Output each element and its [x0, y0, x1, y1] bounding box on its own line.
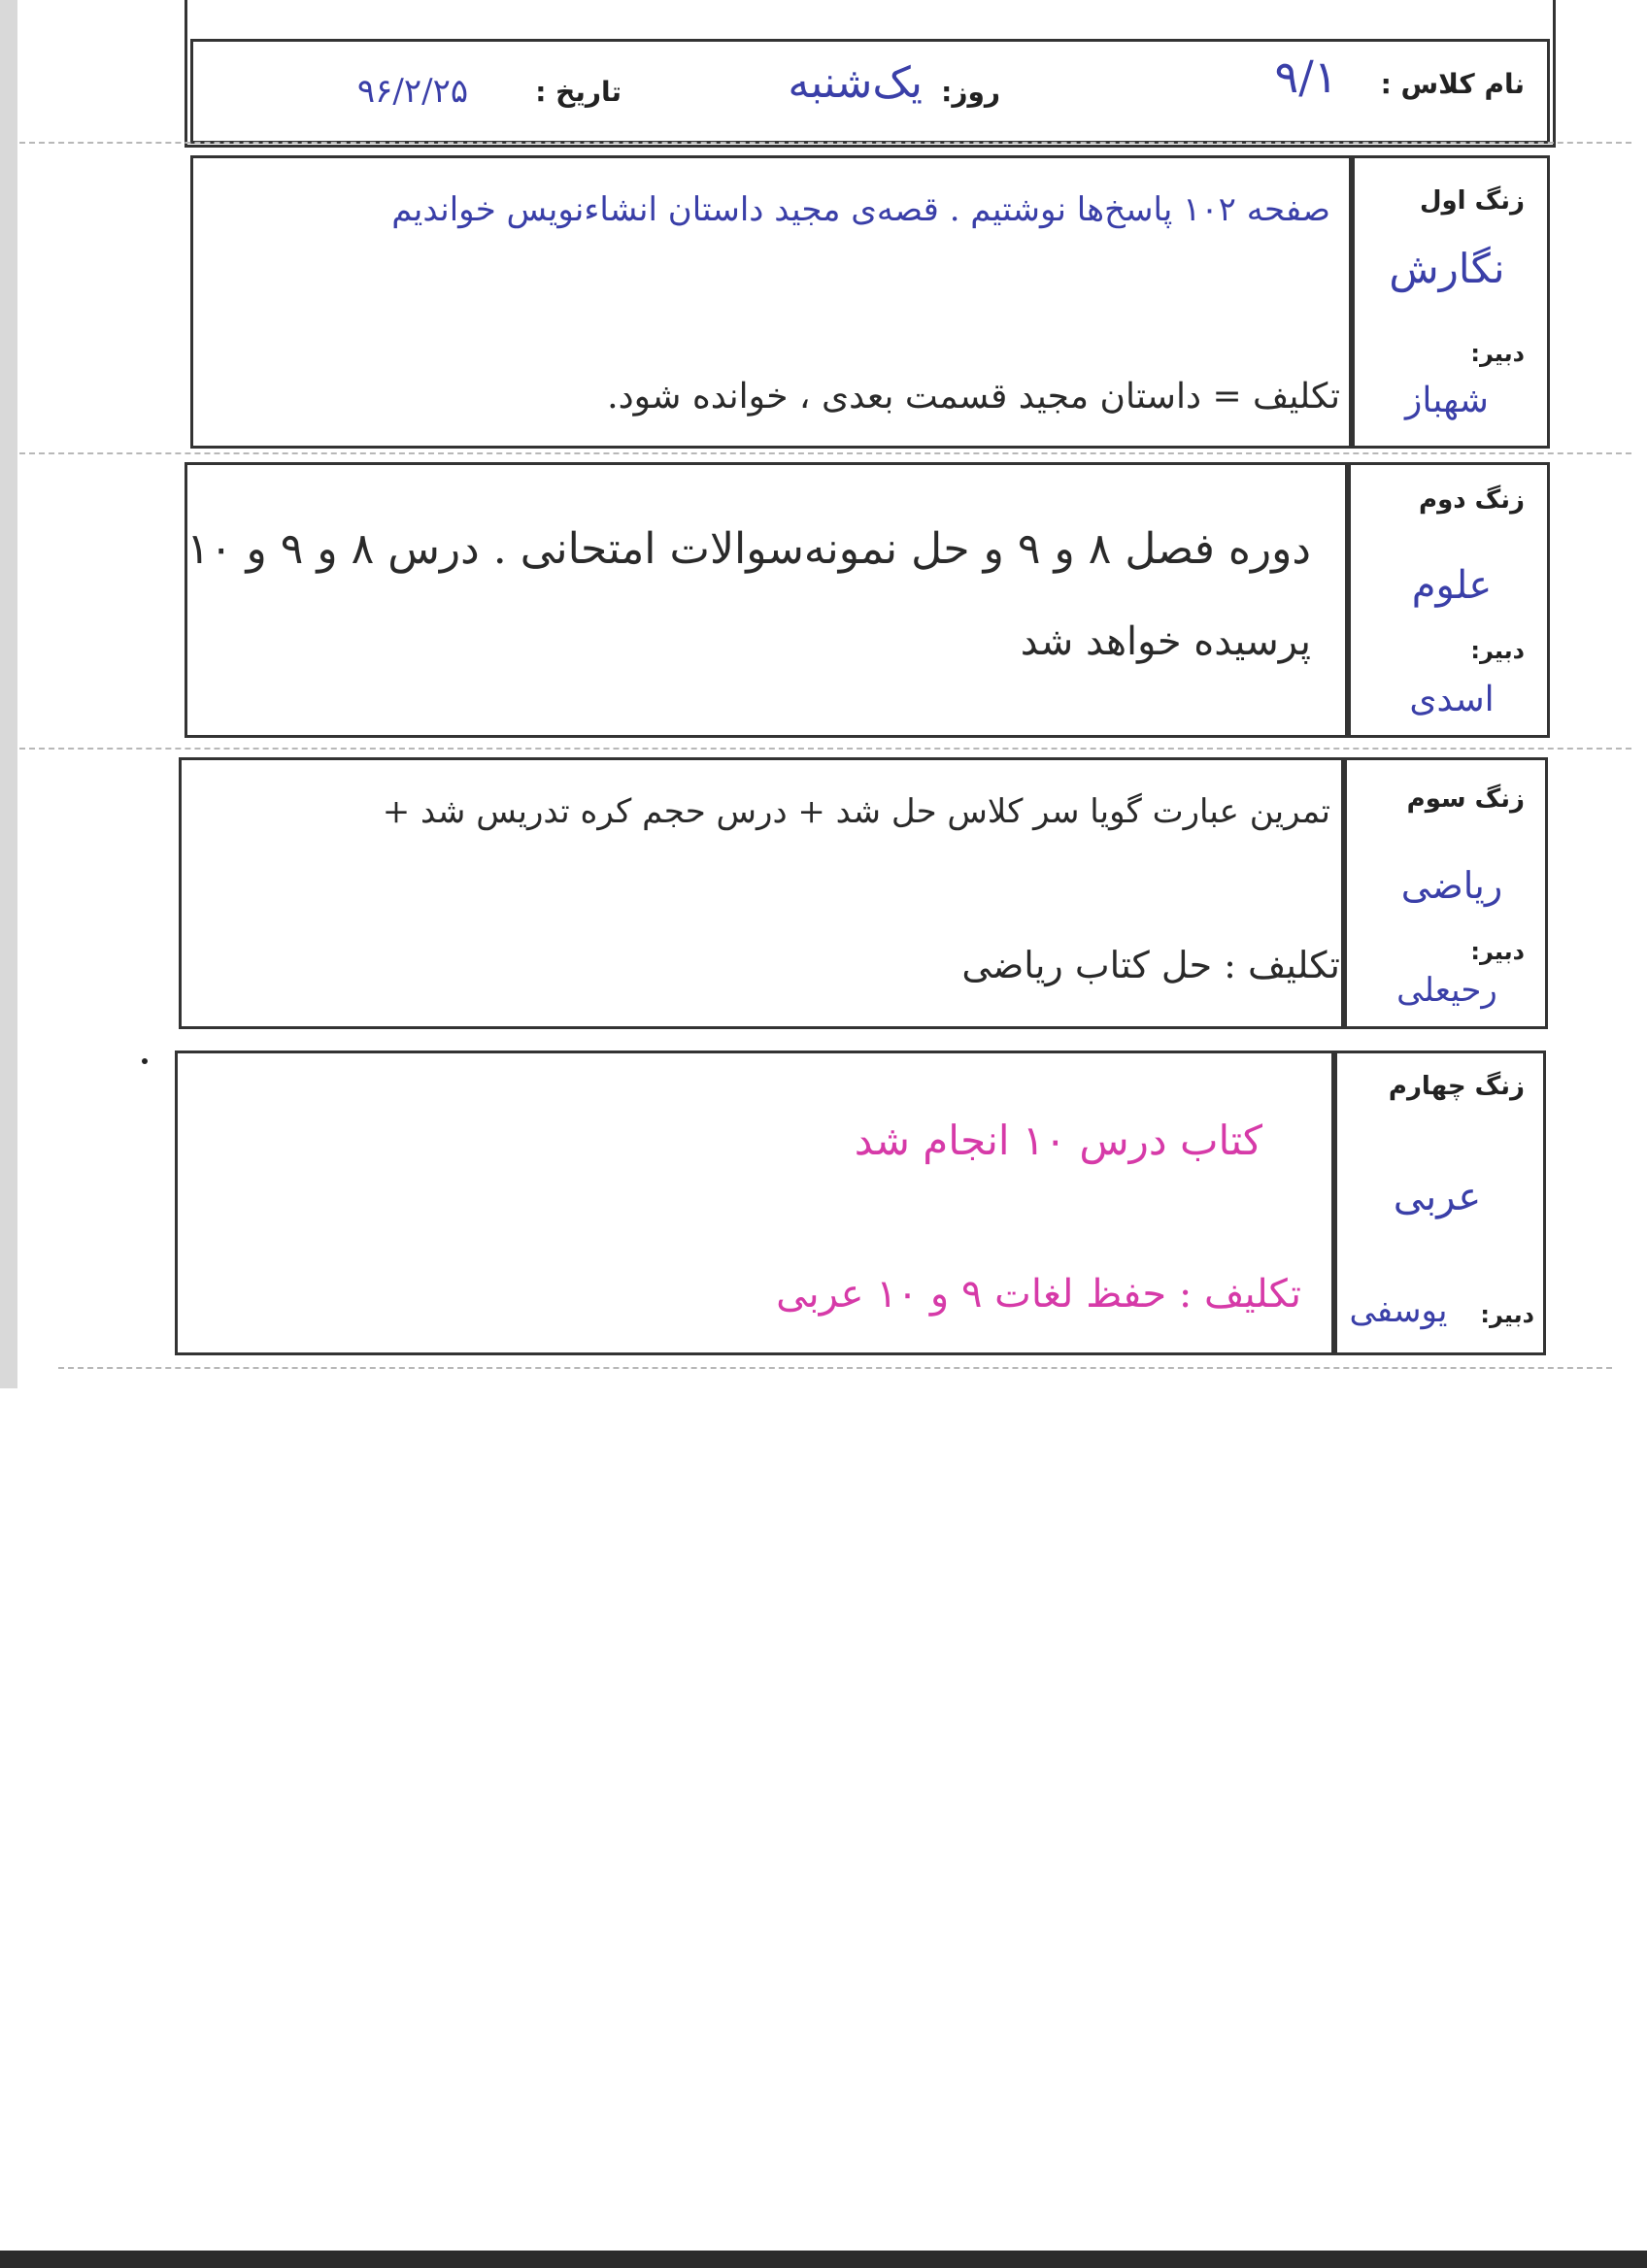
period-4-bell: زنگ چهارم: [1388, 1072, 1525, 1101]
period-3-subject: ریاضی: [1400, 864, 1503, 907]
period-4-subject: عربی: [1393, 1175, 1482, 1219]
period-3-teacher-label: دبیر:: [1470, 938, 1525, 965]
day-value: یک‌شنبه: [788, 58, 923, 108]
scan-bottom-bar: [0, 2251, 1647, 2268]
period-1-teacher-label: دبیر:: [1470, 340, 1525, 367]
period-3-bell: زنگ سوم: [1406, 784, 1525, 814]
date-value: ۹۶/۲/۲۵: [356, 72, 469, 111]
period-1-line-1: صفحه ۱۰۲ پاسخ‌ها نوشتیم . قصه‌ی مجید داستان انشاءنویس خواندیم: [391, 190, 1330, 229]
period-4-line-2: تکلیف : حفظ لغات ۹ و ۱۰ عربی: [776, 1272, 1301, 1317]
class-value: ۹/۱: [1274, 50, 1338, 103]
stray-dot: [142, 1058, 148, 1064]
period-3-line-1: تمرین عبارت گویا سر کلاس حل شد + درس حجم کره تدریس شد +: [382, 792, 1330, 831]
period-2-content-box: [185, 462, 1348, 738]
scan-edge: [0, 0, 17, 1388]
period-4-line-1: کتاب درس ۱۰ انجام شد: [854, 1117, 1262, 1164]
period-2-divider: [19, 748, 1631, 750]
period-2-teacher: اسدی: [1409, 680, 1495, 719]
period-3-line-2: تکلیف : حل کتاب ریاضی: [961, 944, 1340, 986]
period-2-bell: زنگ دوم: [1419, 485, 1525, 515]
date-label: تاریخ :: [535, 76, 622, 108]
period-4-teacher: یوسفی: [1349, 1291, 1448, 1330]
period-2-subject: علوم: [1411, 563, 1493, 608]
period-2-line-2: پرسیده خواهد شد: [1020, 619, 1311, 664]
period-4-divider: [58, 1367, 1612, 1369]
class-label: نام کلاس :: [1380, 68, 1525, 100]
period-1-teacher: شهباز: [1405, 381, 1489, 420]
period-1-bell: زنگ اول: [1419, 186, 1525, 216]
period-2-line-1: دوره فصل ۸ و ۹ و حل نمونه‌سوالات امتحانی . درس ۸ و ۹ و ۱۰: [186, 524, 1311, 574]
period-1-divider: [19, 452, 1631, 454]
period-1-subject: نگارش: [1389, 245, 1505, 292]
period-4-teacher-label: دبیر:: [1480, 1301, 1534, 1328]
header-divider: [19, 142, 1631, 144]
period-1-line-2: تکلیف = داستان مجید قسمت بعدی ، خوانده شود.: [607, 377, 1340, 417]
period-2-teacher-label: دبیر:: [1470, 637, 1525, 664]
day-label: روز:: [941, 76, 1000, 108]
period-3-teacher: رحیعلی: [1396, 971, 1497, 1010]
